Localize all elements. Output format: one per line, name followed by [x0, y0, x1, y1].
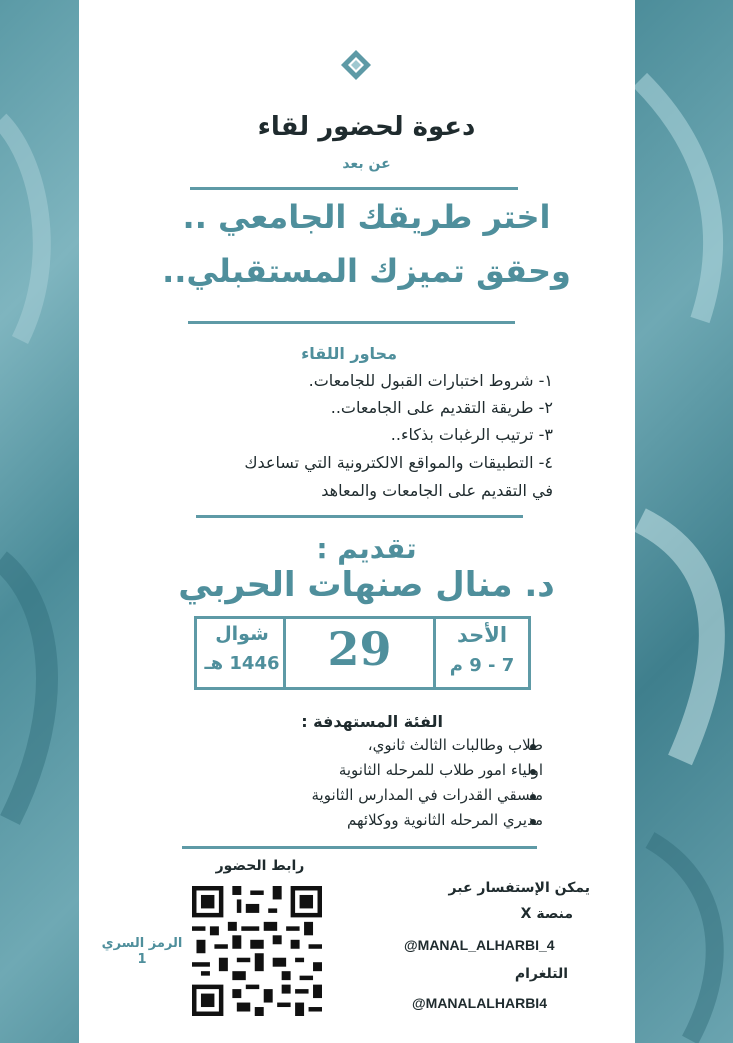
- x-handle-link[interactable]: @MANAL_ALHARBI_4: [404, 937, 555, 953]
- attendance-link-label: رابط الحضور: [215, 858, 305, 874]
- presenter-name: د. منال صنهات الحربي: [178, 565, 555, 605]
- invitation-subtitle: عن بعد: [342, 156, 391, 172]
- divider-middle: [188, 321, 515, 324]
- topic-item: ٣- ترتيب الرغبات بذكاء..: [390, 425, 553, 444]
- presenter-label: تقديم :: [316, 532, 417, 565]
- divider-top: [190, 187, 518, 190]
- audience-item: مديري المرحله الثانوية ووكلائهم: [347, 811, 543, 829]
- divider-lower: [196, 515, 523, 518]
- topic-item: ٢- طريقة التقديم على الجامعات..: [330, 398, 553, 417]
- audience-heading: الفئة المستهدفة :: [301, 712, 443, 731]
- day-name: الأحد: [456, 623, 508, 647]
- topic-item-continued: في التقديم على الجامعات والمعاهد: [321, 481, 553, 500]
- date-box: [194, 616, 531, 690]
- audience-item: اولياء امور طلاب للمرحله الثانوية: [338, 761, 543, 779]
- secret-code-label: الرمز السري: [101, 936, 183, 951]
- slogan-line-1: اختر طريقك الجامعي ..: [182, 198, 551, 236]
- secret-code: [100, 936, 184, 968]
- qr-code-icon[interactable]: [192, 886, 322, 1016]
- slogan-line-2: وحقق تميزك المستقبلي..: [162, 252, 571, 290]
- time-range: 7 - 9 م: [449, 655, 515, 676]
- audience-item: طلاب وطالبات الثالث ثانوي،: [367, 736, 543, 754]
- topics-heading: محاور اللقاء: [301, 344, 397, 363]
- topic-item: ١- شروط اختبارات القبول للجامعات.: [308, 371, 553, 390]
- invitation-title: دعوة لحضور لقاء: [257, 112, 476, 142]
- contact-line-1: يمكن الإستفسار عبر: [448, 880, 590, 896]
- telegram-label: التلغرام: [514, 966, 568, 982]
- diamond-logo-icon: [341, 50, 371, 80]
- telegram-handle-link[interactable]: @MANALALHARBI4: [412, 995, 547, 1011]
- divider-bottom: [182, 846, 537, 849]
- contact-line-2: منصة X: [520, 906, 573, 922]
- year-label: 1446 هـ: [204, 653, 280, 674]
- topic-item: ٤- التطبيقات والمواقع الالكترونية التي تساعدك: [244, 453, 553, 472]
- audience-item: منسقي القدرات في المدارس الثانوية: [311, 786, 543, 804]
- day-number: 29: [327, 622, 392, 676]
- month-label: شوال: [215, 623, 269, 645]
- secret-code-value: 1: [137, 952, 147, 967]
